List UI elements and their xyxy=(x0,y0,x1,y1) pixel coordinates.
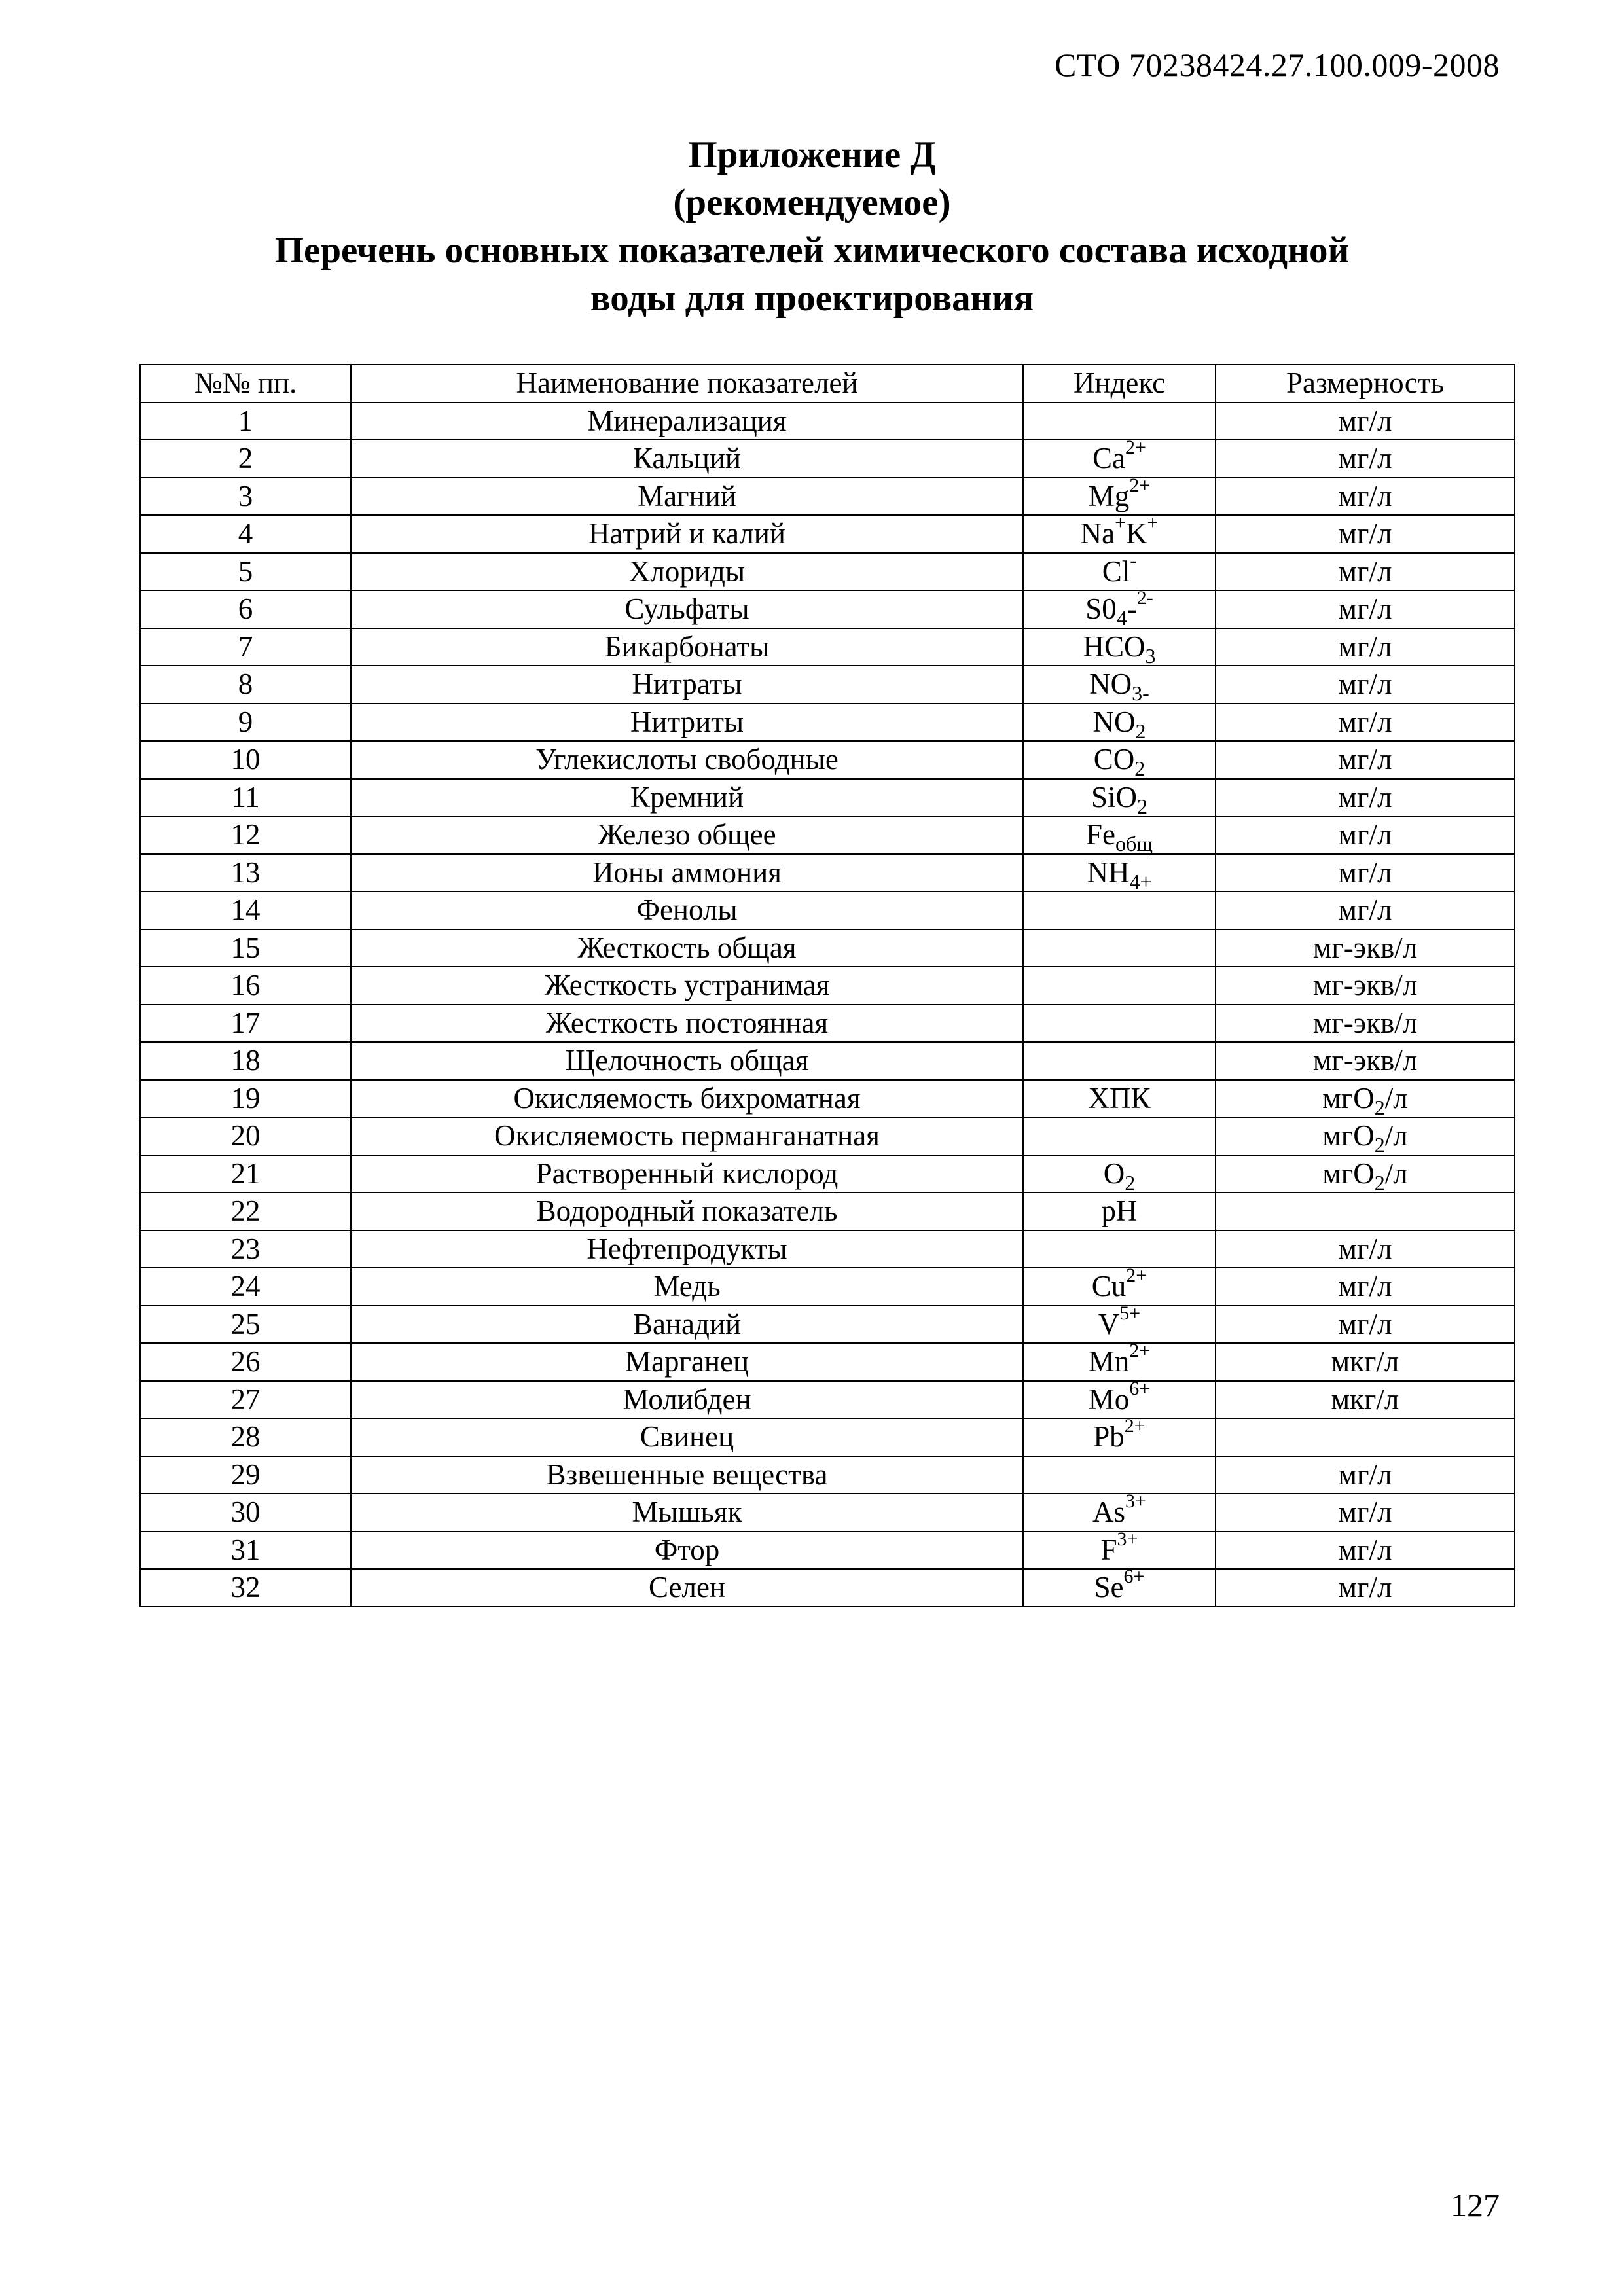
cell-index-part: Pb xyxy=(1093,1420,1125,1454)
cell-unit-part: мг/л xyxy=(1338,780,1392,814)
cell-index-part: 3+ xyxy=(1117,1528,1138,1550)
cell-unit-part: мгO xyxy=(1322,1119,1375,1153)
cell-unit xyxy=(1216,553,1515,591)
cell-number: 4 xyxy=(140,515,351,553)
table-row xyxy=(140,440,1515,478)
cell-unit xyxy=(1216,929,1515,967)
cell-number: 24 xyxy=(140,1268,351,1306)
cell-index-part: 4+ xyxy=(1129,869,1152,893)
cell-index-part: 2+ xyxy=(1124,1415,1146,1437)
cell-index-part: As xyxy=(1092,1496,1126,1529)
cell-number: 23 xyxy=(140,1230,351,1268)
cell-index-part: SiO xyxy=(1091,780,1138,814)
cell-index-part: Mn xyxy=(1088,1345,1130,1378)
cell-index xyxy=(1023,1080,1216,1118)
cell-index xyxy=(1023,929,1216,967)
cell-index xyxy=(1023,1490,1216,1532)
appendix-status: (рекомендуемое) xyxy=(673,182,951,223)
cell-unit-part: /л xyxy=(1384,1081,1408,1115)
table-row xyxy=(140,1569,1515,1607)
table-row xyxy=(140,1456,1515,1494)
table-row xyxy=(140,1381,1515,1419)
cell-index xyxy=(1023,587,1216,630)
cell-unit-part: мг/л xyxy=(1338,893,1392,927)
table-body xyxy=(140,403,1515,1607)
cell-name: Фтор xyxy=(351,1532,1023,1570)
table-row xyxy=(140,779,1515,817)
cell-name: Жесткость постоянная xyxy=(351,1005,1023,1043)
table-row xyxy=(140,1117,1515,1155)
cell-unit xyxy=(1216,1306,1515,1344)
cell-unit-part: мг-экв/л xyxy=(1312,931,1418,964)
cell-unit-part: мкг/л xyxy=(1331,1345,1399,1378)
cell-unit-part: мг/л xyxy=(1338,705,1392,738)
table-row xyxy=(140,854,1515,892)
cell-index xyxy=(1023,1117,1216,1155)
table-row xyxy=(140,929,1515,967)
cell-index xyxy=(1023,403,1216,440)
cell-name: Железо общее xyxy=(351,816,1023,854)
cell-index-part: 5+ xyxy=(1119,1302,1141,1324)
cell-index xyxy=(1023,1302,1216,1344)
cell-number: 5 xyxy=(140,553,351,591)
document-code: СТО 70238424.27.100.009-2008 xyxy=(1055,46,1500,83)
cell-index-part: 2+ xyxy=(1129,474,1151,496)
cell-number: 21 xyxy=(140,1155,351,1193)
cell-index xyxy=(1023,741,1216,779)
cell-unit-part: 2 xyxy=(1374,1133,1385,1157)
cell-unit xyxy=(1216,1117,1515,1155)
cell-unit xyxy=(1216,1080,1515,1118)
cell-name: Минерализация xyxy=(351,403,1023,440)
cell-index-part: Cl xyxy=(1102,554,1130,588)
cell-name: Медь xyxy=(351,1268,1023,1306)
cell-unit xyxy=(1216,1230,1515,1268)
cell-index-part: 3 xyxy=(1145,643,1156,668)
cell-index-part: 2+ xyxy=(1125,437,1146,459)
cell-name: Нитриты xyxy=(351,704,1023,742)
cell-number: 15 xyxy=(140,929,351,967)
header-unit: Размерность xyxy=(1216,365,1515,403)
table-row xyxy=(140,590,1515,628)
cell-index-part: 6+ xyxy=(1129,1377,1151,1399)
table-row xyxy=(140,816,1515,854)
cell-index xyxy=(1023,1265,1216,1306)
cell-unit xyxy=(1216,1532,1515,1570)
cell-index-part: 3- xyxy=(1132,681,1149,706)
table-header-row xyxy=(140,365,1515,403)
cell-index xyxy=(1023,779,1216,817)
cell-unit xyxy=(1216,1494,1515,1532)
cell-index-part: - xyxy=(1127,592,1137,626)
cell-index-part: pH xyxy=(1101,1194,1138,1228)
cell-unit xyxy=(1216,628,1515,666)
cell-name: Бикарбонаты xyxy=(351,628,1023,666)
cell-index-part: 2 xyxy=(1137,794,1148,818)
cell-number: 17 xyxy=(140,1005,351,1043)
cell-index-part: O xyxy=(1103,1157,1125,1190)
cell-number: 25 xyxy=(140,1306,351,1344)
table-row xyxy=(140,1080,1515,1118)
cell-index xyxy=(1023,1528,1216,1570)
cell-name: Мышьяк xyxy=(351,1494,1023,1532)
table-row xyxy=(140,628,1515,666)
cell-index-part: Mo xyxy=(1088,1382,1130,1416)
cell-unit xyxy=(1216,816,1515,854)
cell-index-part: HCO xyxy=(1083,630,1146,663)
cell-name: Щелочность общая xyxy=(351,1042,1023,1080)
cell-name: Хлориды xyxy=(351,553,1023,591)
cell-unit-part: мг/л xyxy=(1338,630,1392,663)
cell-number: 1 xyxy=(140,403,351,440)
cell-index xyxy=(1023,1377,1216,1419)
cell-index xyxy=(1023,1155,1216,1193)
table-row xyxy=(140,1494,1515,1532)
cell-index xyxy=(1023,549,1216,591)
table-row xyxy=(140,1268,1515,1306)
cell-index-part: V xyxy=(1098,1307,1120,1340)
table-row xyxy=(140,704,1515,742)
cell-name: Марганец xyxy=(351,1343,1023,1381)
cell-index-part: Cu xyxy=(1091,1270,1127,1303)
cell-name: Водородный показатель xyxy=(351,1193,1023,1230)
cell-unit-part: мг/л xyxy=(1338,1270,1392,1303)
cell-index-part: общ xyxy=(1115,832,1153,856)
cell-name: Нефтепродукты xyxy=(351,1230,1023,1268)
cell-index-part: ХПК xyxy=(1088,1081,1151,1115)
cell-unit-part: мг/л xyxy=(1338,592,1392,626)
cell-unit-part: /л xyxy=(1384,1157,1408,1190)
cell-unit xyxy=(1216,1569,1515,1607)
header-index: Индекс xyxy=(1023,365,1216,403)
cell-number: 22 xyxy=(140,1193,351,1230)
cell-number: 28 xyxy=(140,1418,351,1456)
table-row xyxy=(140,1532,1515,1570)
cell-number: 14 xyxy=(140,891,351,929)
cell-unit-part: мгO xyxy=(1322,1081,1375,1115)
cell-unit-part: мг/л xyxy=(1338,554,1392,588)
appendix-subject-line-1: Перечень основных показателей химического состава исходной xyxy=(274,230,1350,271)
cell-name: Нитраты xyxy=(351,666,1023,704)
cell-unit xyxy=(1216,1418,1515,1456)
cell-unit xyxy=(1216,515,1515,553)
cell-unit-part: мг-экв/л xyxy=(1312,1044,1418,1077)
cell-unit xyxy=(1216,854,1515,892)
cell-unit-part: мкг/л xyxy=(1331,1382,1399,1416)
cell-index-part: Se xyxy=(1094,1571,1124,1604)
cell-index xyxy=(1023,891,1216,929)
cell-index-part: - xyxy=(1130,549,1137,571)
cell-number: 18 xyxy=(140,1042,351,1080)
cell-unit xyxy=(1216,1456,1515,1494)
table-row xyxy=(140,891,1515,929)
table-row xyxy=(140,1418,1515,1456)
table-row xyxy=(140,1155,1515,1193)
cell-unit-part: мг/л xyxy=(1338,442,1392,475)
cell-index-part: 2- xyxy=(1136,587,1153,609)
cell-unit xyxy=(1216,779,1515,817)
cell-unit-part: 2 xyxy=(1374,1170,1385,1194)
cell-number: 26 xyxy=(140,1343,351,1381)
cell-unit-part: мг/л xyxy=(1338,1533,1392,1566)
table-row xyxy=(140,967,1515,1005)
cell-name: Растворенный кислород xyxy=(351,1155,1023,1193)
cell-unit xyxy=(1216,478,1515,516)
table-row xyxy=(140,478,1515,516)
cell-unit xyxy=(1216,1155,1515,1193)
table-row xyxy=(140,1306,1515,1344)
cell-index xyxy=(1023,704,1216,742)
table-row xyxy=(140,515,1515,553)
cell-number: 16 xyxy=(140,967,351,1005)
cell-unit xyxy=(1216,704,1515,742)
cell-name: Кремний xyxy=(351,779,1023,817)
cell-unit-part: мг/л xyxy=(1338,517,1392,550)
cell-index-part: + xyxy=(1147,512,1159,534)
cell-index-part: 4 xyxy=(1116,606,1127,630)
cell-unit-part: мг/л xyxy=(1338,404,1392,437)
cell-name: Углекислоты свободные xyxy=(351,741,1023,779)
cell-index xyxy=(1023,854,1216,892)
cell-unit-part: мг-экв/л xyxy=(1312,1006,1418,1039)
appendix-heading xyxy=(0,131,1624,322)
cell-index xyxy=(1023,1456,1216,1494)
cell-number: 8 xyxy=(140,666,351,704)
cell-index-part: F xyxy=(1100,1533,1117,1566)
cell-number: 27 xyxy=(140,1381,351,1419)
cell-name: Ионы аммония xyxy=(351,854,1023,892)
cell-index-part: 2 xyxy=(1135,719,1146,743)
table-row xyxy=(140,553,1515,591)
cell-index-part: NO xyxy=(1092,705,1136,738)
cell-index-part: 2+ xyxy=(1129,1340,1151,1362)
cell-unit xyxy=(1216,891,1515,929)
cell-unit-part: 2 xyxy=(1374,1095,1385,1119)
cell-unit-part: мг-экв/л xyxy=(1312,969,1418,1002)
cell-number: 3 xyxy=(140,478,351,516)
cell-name: Селен xyxy=(351,1569,1023,1607)
page-number: 127 xyxy=(1451,2187,1500,2223)
cell-index xyxy=(1023,666,1216,704)
cell-name: Жесткость устранимая xyxy=(351,967,1023,1005)
cell-name: Окисляемость перманганатная xyxy=(351,1117,1023,1155)
cell-name: Свинец xyxy=(351,1418,1023,1456)
cell-name: Магний xyxy=(351,478,1023,516)
cell-number: 13 xyxy=(140,854,351,892)
cell-unit xyxy=(1216,1193,1515,1230)
cell-index-part: Fe xyxy=(1086,818,1116,852)
header-name: Наименование показателей xyxy=(351,365,1023,403)
cell-index xyxy=(1023,1005,1216,1043)
cell-unit-part: мг/л xyxy=(1338,479,1392,512)
cell-unit xyxy=(1216,741,1515,779)
cell-name: Ванадий xyxy=(351,1306,1023,1344)
cell-unit xyxy=(1216,1343,1515,1381)
cell-index xyxy=(1023,967,1216,1005)
appendix-subject-line-2: воды для проектирования xyxy=(590,278,1034,319)
cell-name: Сульфаты xyxy=(351,590,1023,628)
cell-index-part: 6+ xyxy=(1123,1566,1145,1588)
cell-index-part: NO xyxy=(1089,668,1132,701)
cell-number: 32 xyxy=(140,1569,351,1607)
cell-unit-part: мг/л xyxy=(1338,855,1392,889)
cell-number: 29 xyxy=(140,1456,351,1494)
cell-number: 30 xyxy=(140,1494,351,1532)
cell-index-part: S0 xyxy=(1085,592,1117,626)
cell-unit-part: мг/л xyxy=(1338,743,1392,776)
table-row xyxy=(140,1042,1515,1080)
cell-index xyxy=(1023,1415,1216,1456)
header-number: №№ пп. xyxy=(140,365,351,403)
table-row xyxy=(140,666,1515,704)
cell-number: 7 xyxy=(140,628,351,666)
cell-name: Кальций xyxy=(351,440,1023,478)
cell-index-part: Na xyxy=(1080,517,1115,550)
cell-index-part: 2 xyxy=(1134,757,1146,781)
cell-index xyxy=(1023,1193,1216,1230)
cell-unit-part: мг/л xyxy=(1338,1571,1392,1604)
table-row xyxy=(140,1230,1515,1268)
cell-index-part: Ca xyxy=(1092,442,1126,475)
cell-name: Молибден xyxy=(351,1381,1023,1419)
cell-number: 11 xyxy=(140,779,351,817)
cell-unit-part: мг/л xyxy=(1338,1307,1392,1340)
cell-unit xyxy=(1216,440,1515,478)
cell-index-part: K xyxy=(1125,517,1147,550)
cell-index xyxy=(1023,474,1216,516)
cell-index-part: Mg xyxy=(1088,479,1130,512)
cell-index-part: CO xyxy=(1093,743,1135,776)
cell-unit-part: мг/л xyxy=(1338,668,1392,701)
cell-name: Натрий и калий xyxy=(351,515,1023,553)
cell-index xyxy=(1023,1566,1216,1607)
cell-unit-part: /л xyxy=(1384,1119,1408,1153)
cell-unit-part: мг/л xyxy=(1338,1232,1392,1265)
appendix-title: Приложение Д xyxy=(688,134,936,175)
table-row xyxy=(140,1343,1515,1381)
cell-index-part: NH xyxy=(1087,855,1130,889)
cell-number: 31 xyxy=(140,1532,351,1570)
cell-name: Жесткость общая xyxy=(351,929,1023,967)
indicators-table xyxy=(139,364,1515,1607)
table-row xyxy=(140,1193,1515,1230)
cell-unit xyxy=(1216,967,1515,1005)
cell-index xyxy=(1023,1042,1216,1080)
cell-unit xyxy=(1216,403,1515,440)
table-row xyxy=(140,1005,1515,1043)
cell-index-part: 2+ xyxy=(1126,1265,1147,1287)
cell-unit xyxy=(1216,1268,1515,1306)
cell-index-part: 3+ xyxy=(1125,1490,1146,1513)
cell-index xyxy=(1023,816,1216,854)
cell-number: 10 xyxy=(140,741,351,779)
cell-number: 9 xyxy=(140,704,351,742)
cell-unit xyxy=(1216,1381,1515,1419)
table-row xyxy=(140,403,1515,440)
cell-index-part: + xyxy=(1115,512,1126,534)
cell-index xyxy=(1023,628,1216,666)
cell-unit xyxy=(1216,666,1515,704)
cell-index xyxy=(1023,512,1216,553)
cell-number: 12 xyxy=(140,816,351,854)
cell-name: Окисляемость бихроматная xyxy=(351,1080,1023,1118)
cell-unit xyxy=(1216,1042,1515,1080)
cell-index xyxy=(1023,1340,1216,1381)
cell-unit xyxy=(1216,590,1515,628)
cell-name: Фенолы xyxy=(351,891,1023,929)
cell-unit-part: мг/л xyxy=(1338,1458,1392,1491)
cell-index xyxy=(1023,437,1216,478)
cell-unit-part: мг/л xyxy=(1338,1496,1392,1529)
cell-number: 2 xyxy=(140,440,351,478)
cell-unit xyxy=(1216,1005,1515,1043)
cell-number: 6 xyxy=(140,590,351,628)
cell-number: 20 xyxy=(140,1117,351,1155)
table-row xyxy=(140,741,1515,779)
cell-index-part: 2 xyxy=(1125,1170,1136,1194)
cell-index xyxy=(1023,1230,1216,1268)
cell-name: Взвешенные вещества xyxy=(351,1456,1023,1494)
cell-unit-part: мг/л xyxy=(1338,818,1392,852)
cell-number: 19 xyxy=(140,1080,351,1118)
cell-unit-part: мгO xyxy=(1322,1157,1375,1190)
